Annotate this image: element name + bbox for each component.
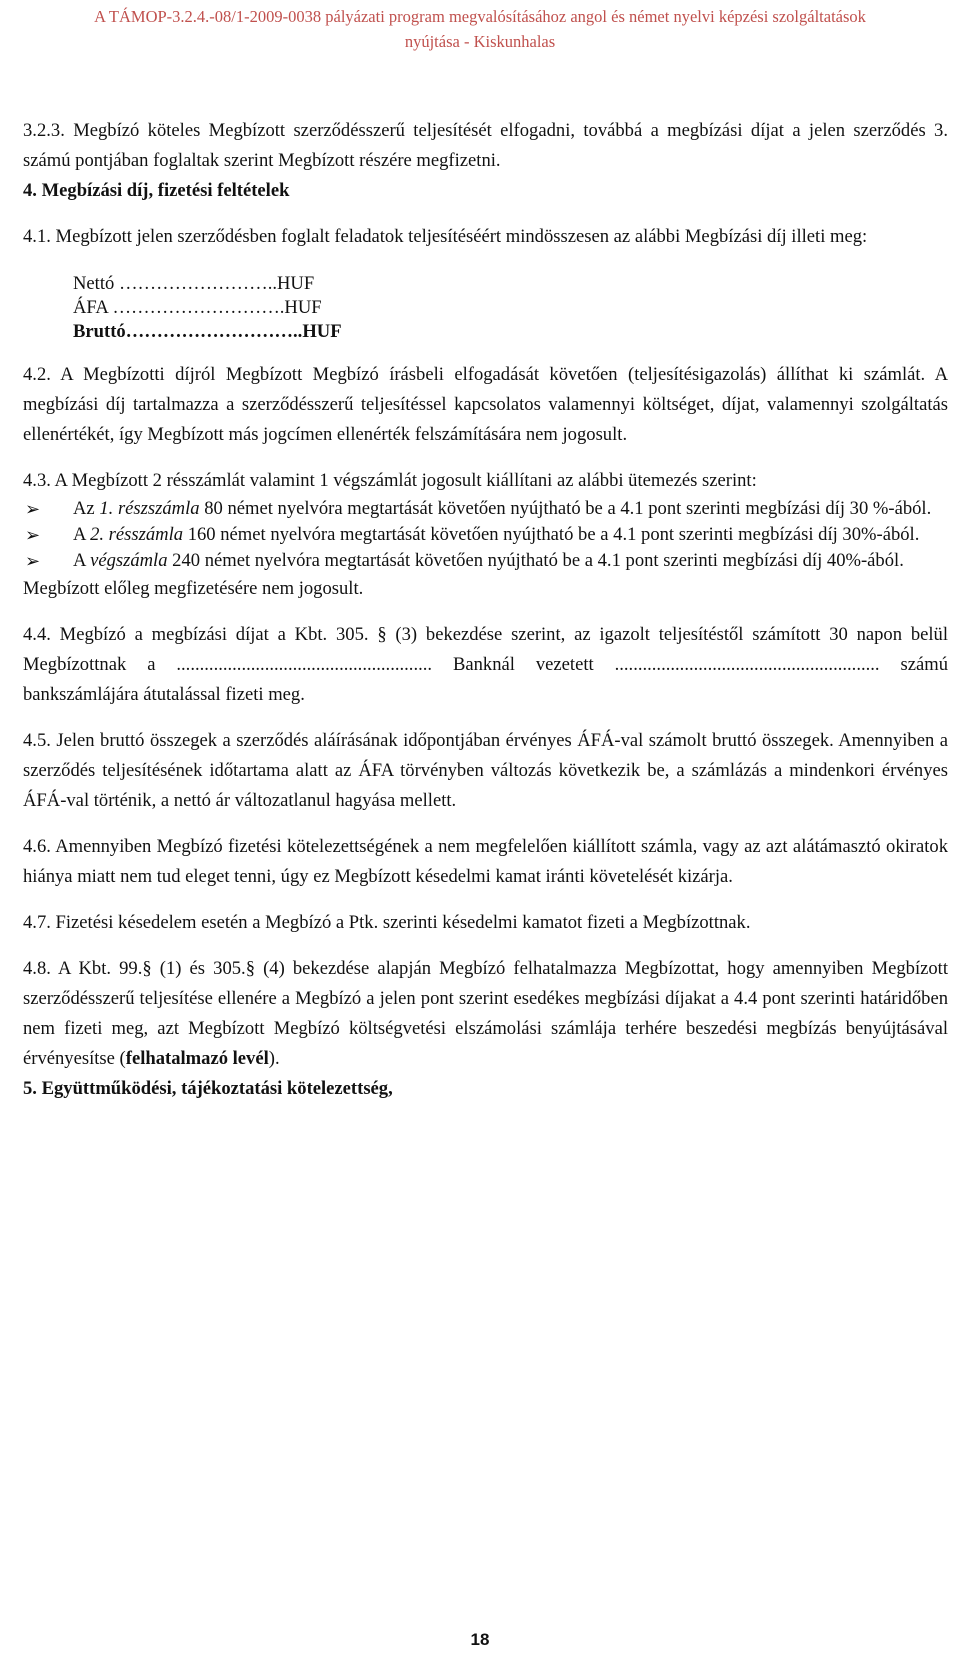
paragraph-4-3-note: Megbízott előleg megfizetésére nem jogosult. [23, 578, 364, 599]
paragraph-3-2-3: 3.2.3. Megbízó köteles Megbízott szerződésszerű teljesítését elfogadni, továbbá a megbízási díjat a jelen szerződés 3. számú pontjában foglaltak szerint Megbízott részére megfizetni. [23, 120, 948, 171]
paragraph-4-3: 4.3. A Megbízott 2 résszámlát valamint 1 végszámlát jogosult kiállítani az alábbi ütemezés szerint: [23, 470, 757, 491]
paragraph-4-5: 4.5. Jelen bruttó összegek a szerződés aláírásának időpontjában érvényes ÁFÁ-val számolt bruttó összegek. Amennyiben a szerződés teljesítésének időtartama alatt az ÁFA törvényben változás következik be, a számlázás a mindenkori érvényes ÁFÁ-val történik, a nettó ár változatlanul hagyása mellett. [23, 730, 948, 811]
arrow-bullet-icon: ➢ [25, 525, 41, 545]
paragraph-text: ). [268, 1048, 280, 1069]
list-item [23, 522, 948, 548]
paragraph-text: 4.8. A Kbt. 99.§ (1) és 305.§ (4) bekezdése alapján Megbízó felhatalmazza Megbízottat, hogy amennyiben Megbízott szerződésszerű teljesítése ellenére a Megbízó a jelen pont szerint esedékes megbízási díjakat a 4.4 pont szerinti határidőben nem fizeti meg, azt Megbízott Megbízó költségvetési elszámolási számlája terhére beszedési megbízás benyújtásával érvényesítse ( [23, 958, 948, 1069]
bullet-italic: végszámla [90, 550, 168, 571]
bullet-italic: 2. résszámla [90, 524, 184, 545]
list-item [23, 548, 948, 574]
fee-brutto: Bruttó………………………..HUF [73, 321, 342, 342]
bullet-italic: 1. részszámla [99, 498, 200, 519]
paragraph-4-7: 4.7. Fizetési késedelem esetén a Megbízó a Ptk. szerinti késedelmi kamatot fizeti a Megbízottnak. [23, 912, 751, 933]
invoice-schedule-list [23, 496, 948, 574]
header-line-1: A TÁMOP-3.2.4.-08/1-2009-0038 pályázati program megvalósításához angol és német nyelvi képzési szolgáltatások [94, 7, 866, 26]
bullet-text: 240 német nyelvóra megtartását követően nyújtható be a 4.1 pont szerinti megbízási díj 40%-ából. [167, 550, 904, 571]
bullet-text: Az [73, 498, 100, 519]
bold-text: felhatalmazó levél [125, 1048, 269, 1069]
bullet-text: 160 német nyelvóra megtartását követően nyújtható be a 4.1 pont szerinti megbízási díj 30%-ából. [183, 524, 920, 545]
bullet-text: A [73, 550, 91, 571]
fee-block [73, 272, 948, 344]
paragraph-4-8 [23, 954, 948, 1074]
page-header [0, 4, 960, 54]
list-item [23, 496, 948, 522]
paragraph-4-6: 4.6. Amennyiben Megbízó fizetési kötelezettségének a nem megfelelően kiállított számla, vagy az azt alátámasztó okiratok hiánya miatt nem tud eleget tenni, úgy ez Megbízott késedelmi kamat iránti követelését kizárja. [23, 836, 948, 887]
section-heading-4: 4. Megbízási díj, fizetési feltételek [23, 180, 290, 201]
arrow-bullet-icon: ➢ [25, 551, 41, 571]
arrow-bullet-icon: ➢ [25, 499, 41, 519]
paragraph-4-2: 4.2. A Megbízotti díjról Megbízott Megbízó írásbeli elfogadását követően (teljesítésigazolás) állíthat ki számlát. A megbízási díj tartalmazza a szerződésszerű teljesítéssel kapcsolatos valamennyi költséget, díjat, valamennyi szolgáltatás ellenértékét, így Megbízott más jogcímen ellenérték felszámítására nem jogosult. [23, 364, 948, 445]
fee-netto: Nettó ……………………..HUF [73, 273, 315, 294]
fee-afa: ÁFA ……………………….HUF [73, 297, 322, 318]
bullet-text: 80 német nyelvóra megtartását követően nyújtható be a 4.1 pont szerinti megbízási díj 30 %-ából. [199, 498, 932, 519]
paragraph-4-1: 4.1. Megbízott jelen szerződésben foglalt feladatok teljesítéséért mindösszesen az alábbi Megbízási díj illeti meg: [23, 226, 868, 247]
document-body [23, 116, 948, 1104]
page-number: 18 [470, 1630, 490, 1649]
section-heading-5: 5. Együttműködési, tájékoztatási kötelezettség, [23, 1078, 393, 1099]
paragraph-4-4: 4.4. Megbízó a megbízási díjat a Kbt. 305. § (3) bekezdése szerint, az igazolt teljesítéstől számított 30 napon belül Megbízottnak a ....................................................... Banknál vezetett ......................................................... számú bankszámlájára átutalással fizeti meg. [23, 624, 948, 705]
header-line-2: nyújtása - Kiskunhalas [404, 32, 556, 51]
bullet-text: A [73, 524, 91, 545]
